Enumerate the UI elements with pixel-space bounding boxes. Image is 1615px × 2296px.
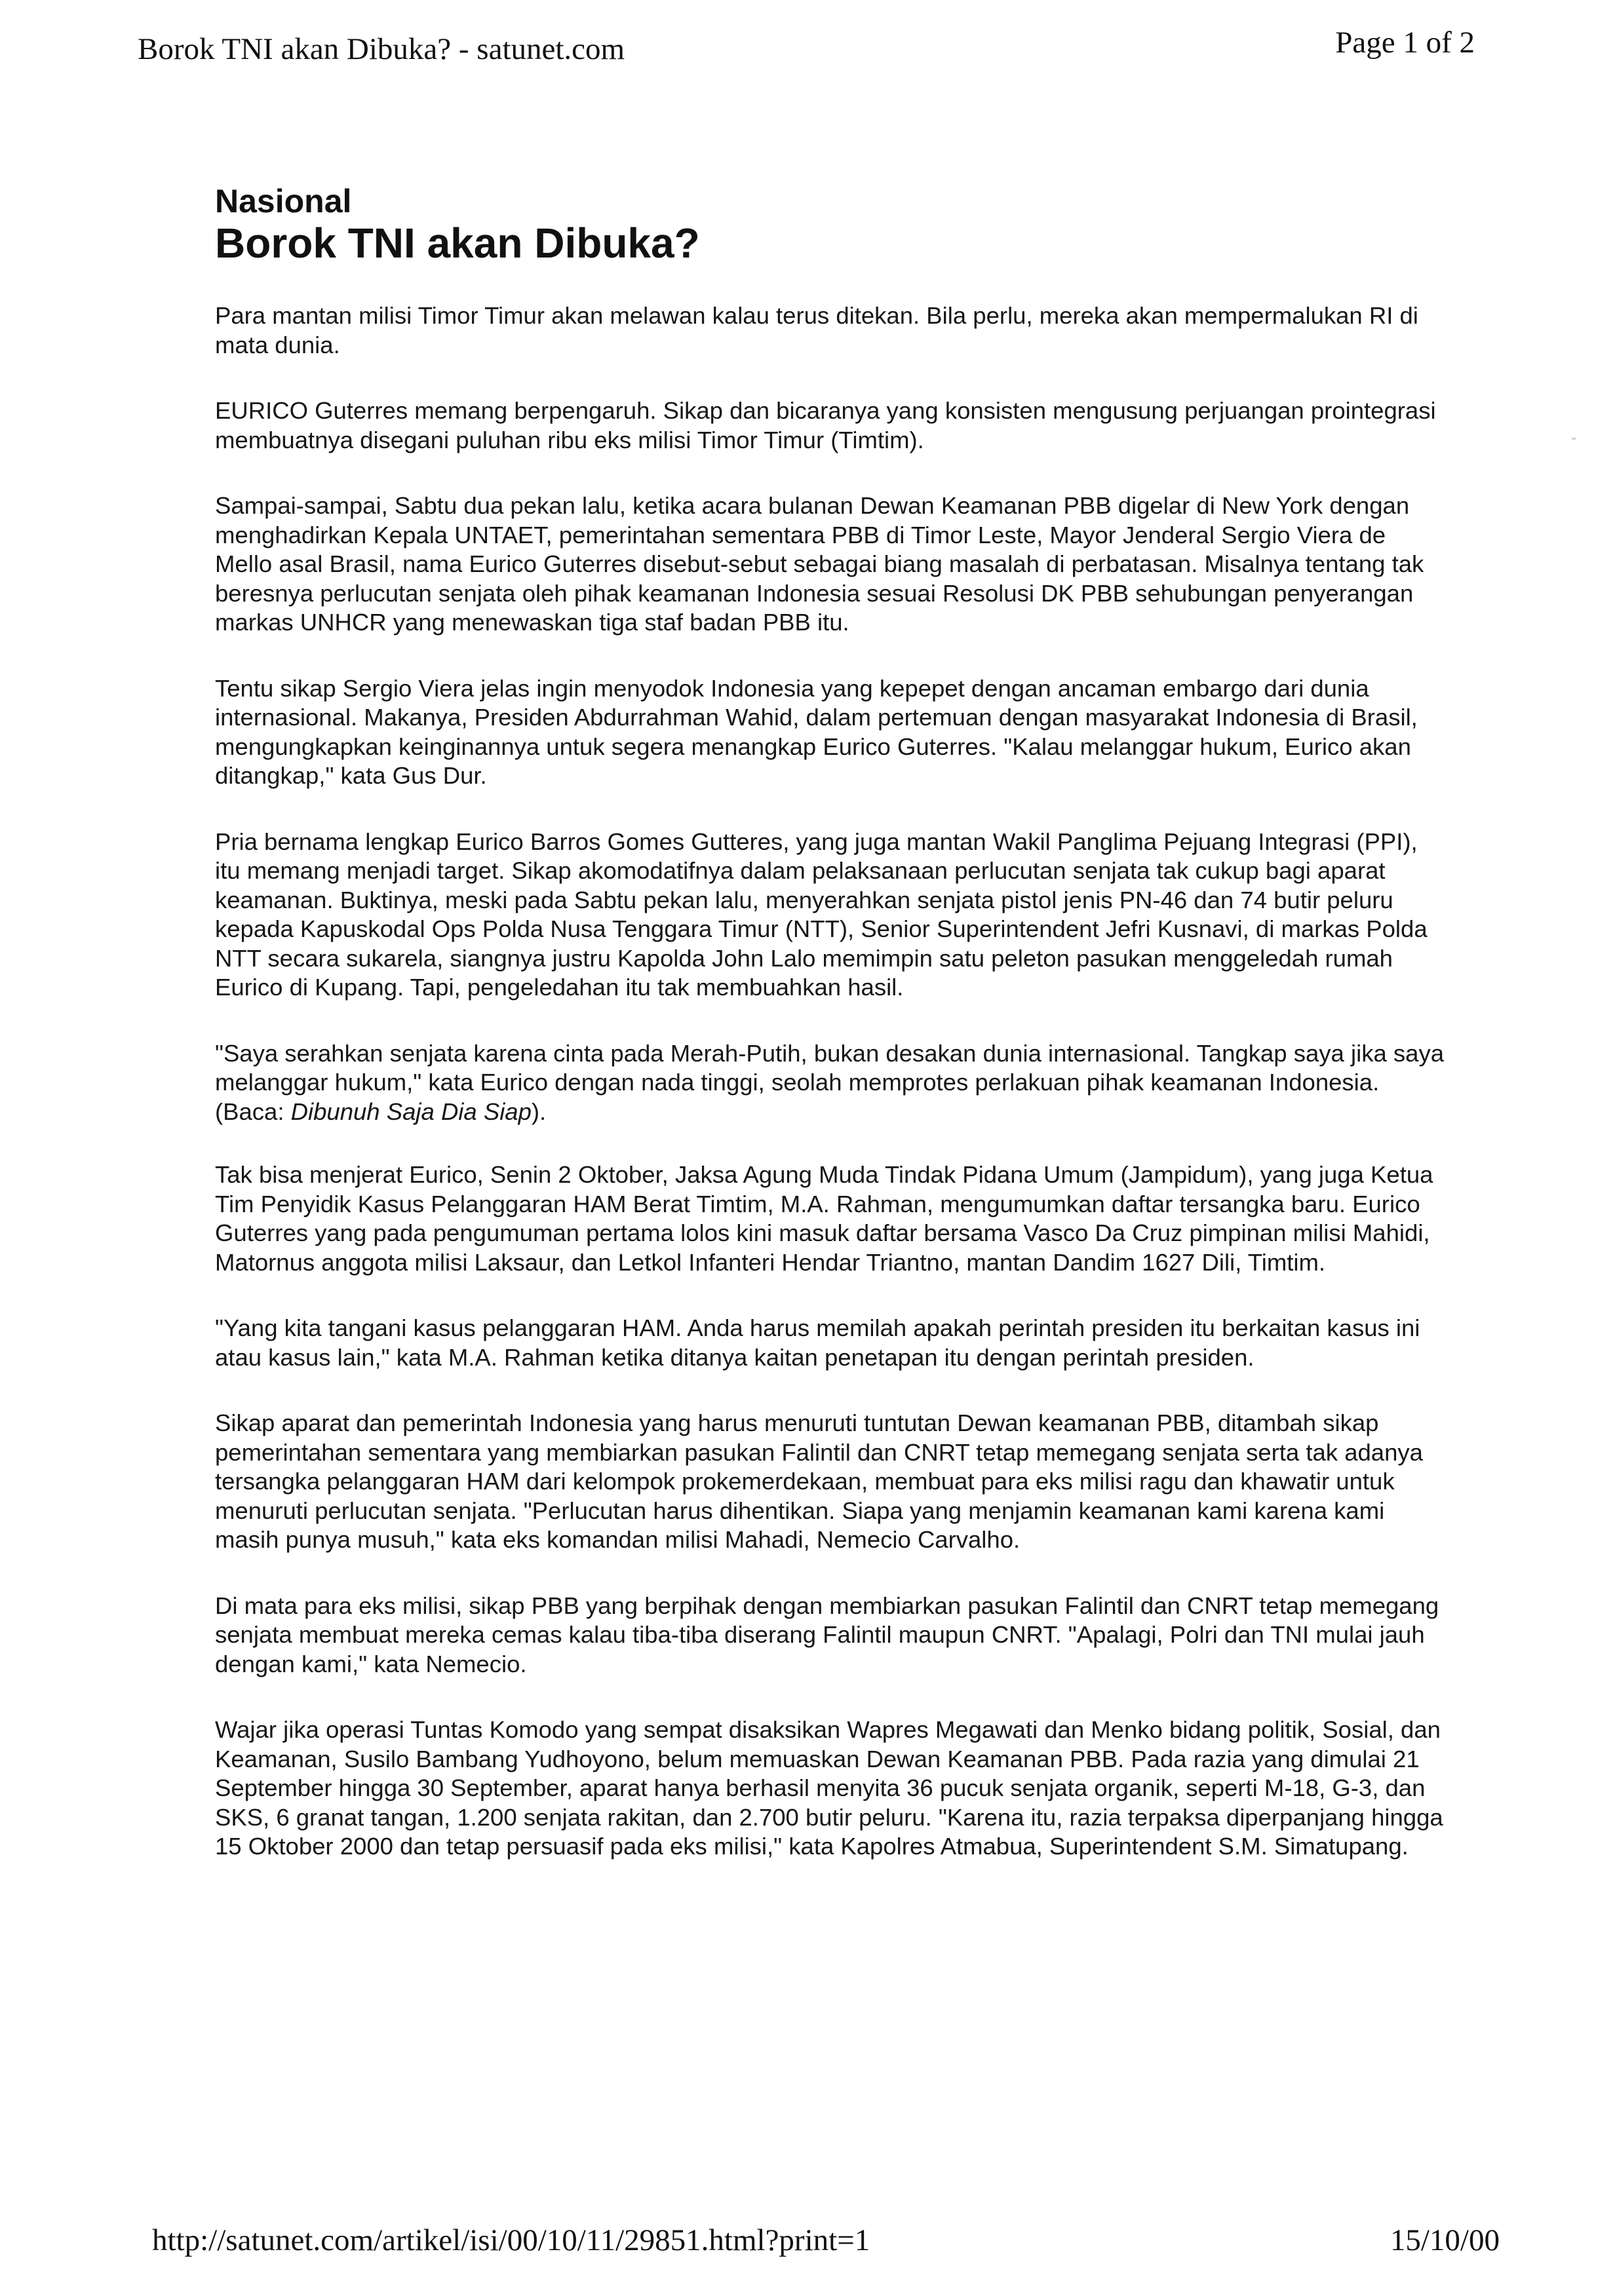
paragraph: Sikap aparat dan pemerintah Indonesia yang harus menuruti tuntutan Dewan keamanan PBB, ditambah sikap pemerintahan sementara yang membiarkan pasukan Falintil dan CNRT tetap memegang senjata serta tak adanya tersangka pelanggaran HAM dari kelompok prokemerdekaan, membuat para eks milisi ragu dan khawatir untuk menuruti perlucutan senjata. "Perlucutan harus dihentikan. Siapa yang menjamin keamanan kami karena kami masih punya musuh," kata eks komandan milisi Mahadi, Nemecio Carvalho. [215, 1409, 1423, 1553]
paragraph: EURICO Guterres memang berpengaruh. Sikap dan bicaranya yang konsisten mengusung perjuangan prointegrasi membuatnya disegani puluhan ribu eks milisi Timor Timur (Timtim). [215, 397, 1436, 453]
paragraph: Pria bernama lengkap Eurico Barros Gomes Gutteres, yang juga mantan Wakil Panglima Pejuang Integrasi (PPI), itu memang menjadi target. Sikap akomodatifnya dalam pelaksanaan perlucutan senjata tak cukup bagi aparat keamanan. Buktinya, meski pada Sabtu pekan lalu, menyerahkan senjata pistol jenis PN-46 dan 74 butir peluru kepada Kapuskodal Ops Polda Nusa Tenggara Timur (NTT), Senior Superintendent Jefri Kusnavi, di markas Polda NTT secara sukarela, siangnya justru Kapolda John Lalo memimpin satu peleton pasukan menggeledah rumah Eurico di Kupang. Tapi, pengeledahan itu tak membuahkan hasil. [215, 828, 1428, 1001]
page-footer-url: http://satunet.com/artikel/isi/00/10/11/29851.html?print=1 [152, 2223, 870, 2257]
page-header-title: Borok TNI akan Dibuka? - satunet.com [138, 32, 625, 66]
quote-text: "Saya serahkan senjata karena cinta pada Merah-Putih, bukan desakan dunia internasional. Tangkap saya jika saya melanggar hukum," kata Eurico dengan nada tinggi, seolah memprotes perlakuan pihak keamanan Indonesia. (Baca: [215, 1039, 1444, 1125]
paragraph-quote [215, 1039, 1447, 1127]
paragraph: Tentu sikap Sergio Viera jelas ingin menyodok Indonesia yang kepepet dengan ancaman embargo dari dunia internasional. Makanya, Presiden Abdurrahman Wahid, dalam pertemuan dengan masyarakat Indonesia di Brasil, mengungkapkan keinginannya untuk segera menangkap Eurico Guterres. "Kalau melanggar hukum, Eurico akan ditangkap," kata Gus Dur. [215, 674, 1418, 789]
paragraph: Wajar jika operasi Tuntas Komodo yang sempat disaksikan Wapres Megawati dan Menko bidang politik, Sosial, dan Keamanan, Susilo Bambang Yudhoyono, belum memuaskan Dewan Keamanan PBB. Pada razia yang dimulai 21 September hingga 30 September, aparat hanya berhasil menyita 36 pucuk senjata organik, seperti M-18, G-3, dan SKS, 6 granat tangan, 1.200 senjata rakitan, dan 2.700 butir peluru. "Karena itu, razia terpaksa diperpanjang hingga 15 Oktober 2000 dan tetap persuasif pada eks milisi," kata Kapolres Atmabua, Superintendent S.M. Simatupang. [215, 1716, 1443, 1860]
article-body [215, 301, 1447, 1898]
section-label: Nasional [215, 183, 352, 220]
article-title: Borok TNI akan Dibuka? [215, 220, 700, 267]
paragraph: Di mata para eks milisi, sikap PBB yang berpihak dengan membiarkan pasukan Falintil dan CNRT tetap memegang senjata membuat mereka cemas kalau tiba-tiba diserang Falintil maupun CNRT. "Apalagi, Polri dan TNI mulai jauh dengan kami," kata Nemecio. [215, 1592, 1439, 1677]
related-article-link[interactable]: Dibunuh Saja Dia Siap [290, 1098, 532, 1125]
paragraph: Tak bisa menjerat Eurico, Senin 2 Oktober, Jaksa Agung Muda Tindak Pidana Umum (Jampidum), yang juga Ketua Tim Penyidik Kasus Pelanggaran HAM Berat Timtim, M.A. Rahman, mengumumkan daftar tersangka baru. Eurico Guterres yang pada pengumuman pertama lolos kini masuk daftar bersama Vasco Da Cruz pimpinan milisi Mahidi, Matornus anggota milisi Laksaur, dan Letkol Infanteri Hendar Triantno, mantan Dandim 1627 Dili, Timtim. [215, 1161, 1433, 1276]
scan-speck [1572, 438, 1576, 440]
paragraph-lead: Para mantan milisi Timor Timur akan melawan kalau terus ditekan. Bila perlu, mereka akan mempermalukan RI di mata dunia. [215, 302, 1418, 358]
page-footer-date: 15/10/00 [1390, 2223, 1500, 2257]
page-number: Page 1 of 2 [1335, 26, 1475, 60]
paragraph: Sampai-sampai, Sabtu dua pekan lalu, ketika acara bulanan Dewan Keamanan PBB digelar di New York dengan menghadirkan Kepala UNTAET, pemerintahan sementara PBB di Timor Leste, Mayor Jenderal Sergio Viera de Mello asal Brasil, nama Eurico Guterres disebut-sebut sebagai biang masalah di perbatasan. Misalnya tentang tak beresnya perlucutan senjata oleh pihak keamanan Indonesia sesuai Resolusi DK PBB sehubungan penyerangan markas UNHCR yang menewaskan tiga staf badan PBB itu. [215, 492, 1424, 636]
paragraph: "Yang kita tangani kasus pelanggaran HAM. Anda harus memilah apakah perintah presiden itu berkaitan kasus ini atau kasus lain," kata M.A. Rahman ketika ditanya kaitan penetapan itu dengan perintah presiden. [215, 1314, 1420, 1371]
quote-closing: ). [531, 1098, 547, 1125]
